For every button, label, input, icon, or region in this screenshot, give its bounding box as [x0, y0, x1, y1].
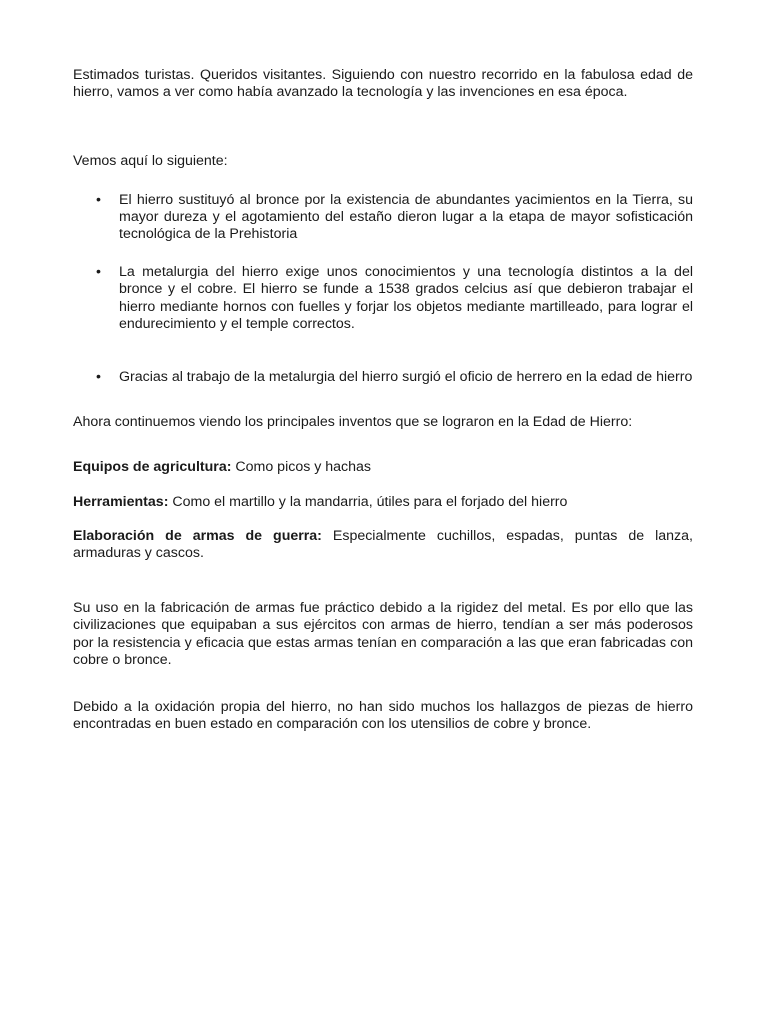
bullet-icon: •: [96, 264, 101, 281]
invention-tools: [73, 494, 693, 511]
lead-paragraph: Vemos aquí lo siguiente:: [73, 153, 228, 170]
bullet-icon: •: [96, 191, 101, 208]
list-item: [73, 369, 693, 386]
continue-paragraph: Ahora continuemos viendo los principales inventos que se lograron en la Edad de Hierro:: [73, 414, 633, 431]
invention-weapons: [73, 528, 693, 562]
weapons-use-paragraph: Su uso en la fabricación de armas fue práctico debido a la rigidez del metal. Es por ello que las civilizaciones que equipaban a sus ejércitos con armas de hierro, tendían a ser más poderosos por la resistencia y eficacia que estas armas tenían en comparación a las que eran fabricadas con cobre o bronce.: [73, 600, 693, 668]
list-item-text: El hierro sustituyó al bronce por la existencia de abundantes yacimientos en la Tierra, su mayor dureza y el agotamiento del estaño dieron lugar a la etapa de mayor sofisticación tecnológica de la Prehistoria: [119, 191, 693, 243]
invention-text: Como el martillo y la mandarria, útiles para el forjado del hierro: [168, 493, 568, 510]
invention-text: Como picos y hachas: [231, 459, 372, 476]
invention-label: Elaboración de armas de guerra:: [73, 527, 322, 544]
invention-agriculture: [73, 459, 693, 476]
list-item-text: La metalurgia del hierro exige unos conocimientos y una tecnología distintos a la del bronce y el cobre. El hierro se funde a 1538 grados celcius así que debieron trabajar el hierro mediante hornos con fuelles y forjar los objetos mediante martilleado, para lograr el endurecimiento y el temple correctos.: [119, 264, 693, 332]
bullet-icon: •: [96, 369, 101, 386]
list-item-text: Gracias al trabajo de la metalurgia del hierro surgió el oficio de herrero en la edad de hierro: [119, 369, 693, 386]
bullet-list: [73, 192, 693, 387]
document-page: [73, 67, 693, 733]
intro-paragraph: Estimados turistas. Queridos visitantes. Siguiendo con nuestro recorrido en la fabulosa edad de hierro, vamos a ver como había avanzado la tecnología y las invenciones en esa época.: [73, 67, 693, 101]
invention-label: Herramientas:: [73, 493, 169, 510]
oxidation-paragraph: Debido a la oxidación propia del hierro, no han sido muchos los hallazgos de piezas de hierro encontradas en buen estado en comparación con los utensilios de cobre y bronce.: [73, 699, 693, 733]
list-item: [73, 192, 693, 244]
list-item: [73, 264, 693, 333]
invention-label: Equipos de agricultura:: [73, 459, 232, 476]
invention-text: Especialmente cuchillos, espadas, puntas de lanza, armaduras y cascos.: [73, 527, 693, 562]
